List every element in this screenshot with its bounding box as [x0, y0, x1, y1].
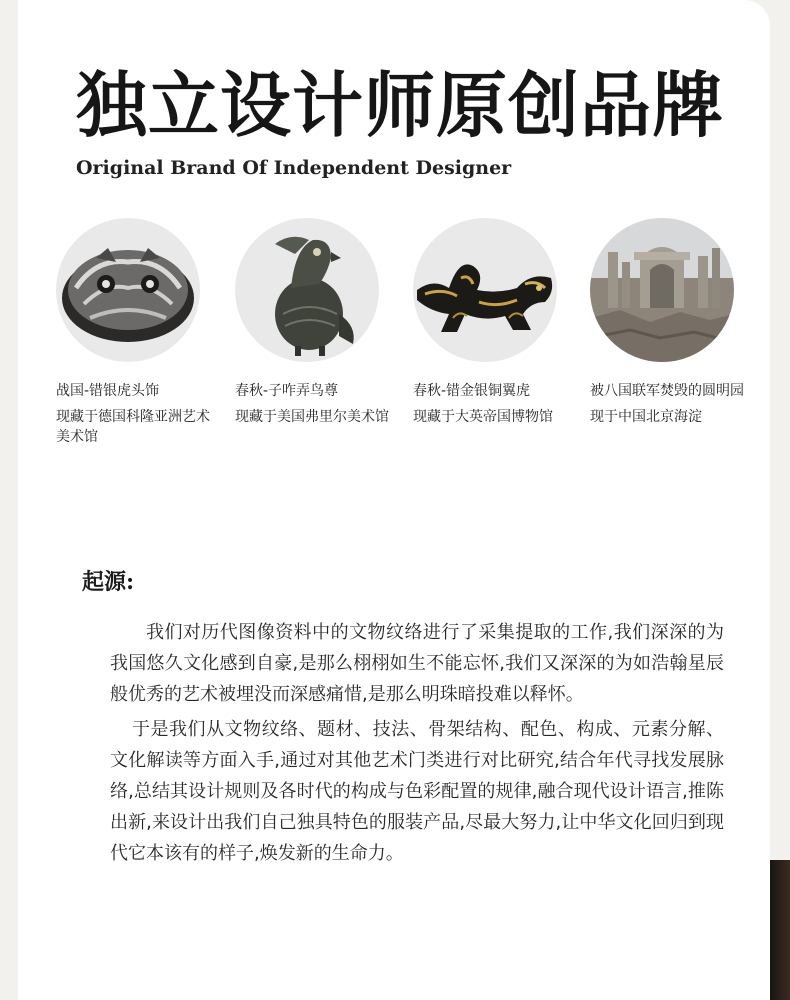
artifact-image-yuanmingyuan — [590, 218, 734, 362]
artifact-location: 现藏于美国弗里尔美术馆 — [235, 409, 389, 425]
origin-body — [110, 617, 724, 873]
yuanmingyuan-ruins-icon — [590, 218, 734, 362]
origin-paragraph-2: 于是我们从文物纹络、题材、技法、骨架结构、配色、构成、元素分解、文化解读等方面入手,通过对其他艺术门类进行对比研究,结合年代寻找发展脉络,总结其设计规则及各时代的构成与色彩配置的规律,融合现代设计语言,推陈出新,来设计出我们自己独具特色的服装产品,尽最大努力,让中华文化回归到现代它本该有的样子,焕发新的生命力。 — [110, 719, 724, 864]
artifact-card-winged-tiger — [413, 218, 583, 427]
artifact-name: 战国-错银虎头饰 — [56, 383, 160, 399]
artifact-name: 春秋-错金银铜翼虎 — [413, 383, 531, 399]
page-subtitle: Original Brand Of Independent Designer — [76, 157, 512, 179]
artifact-name: 被八国联军焚毁的圆明园 — [590, 383, 744, 399]
page-title: 独立设计师原创品牌 — [76, 63, 725, 147]
edge-decoration — [770, 860, 790, 1000]
tiger-head-ornament-icon — [56, 218, 200, 362]
artifact-location: 现于中国北京海淀 — [590, 409, 702, 425]
artifact-location: 现藏于德国科隆亚洲艺术美术馆 — [56, 409, 210, 445]
origin-paragraph-1: 我们对历代图像资料中的文物纹络进行了采集提取的工作,我们深深的为我国悠久文化感到自豪,是那么栩栩如生不能忘怀,我们又深深的为如浩翰星辰般优秀的艺术被埋没而深感痛惜,是那么明珠暗投难以释怀。 — [110, 622, 724, 705]
artifact-location: 现藏于大英帝国博物馆 — [413, 409, 553, 425]
artifact-image-bird-vessel — [235, 218, 379, 362]
artifact-image-tiger-head — [56, 218, 200, 362]
winged-tiger-icon — [413, 218, 557, 362]
content-card — [18, 0, 770, 1000]
bird-vessel-icon — [235, 218, 379, 362]
origin-heading: 起源: — [82, 569, 135, 595]
artifact-card-bird-vessel — [235, 218, 405, 427]
artifact-image-winged-tiger — [413, 218, 557, 362]
artifact-card-yuanmingyuan — [590, 218, 760, 427]
artifact-name: 春秋-子咋弄鸟尊 — [235, 383, 339, 399]
artifact-card-tiger-head — [56, 218, 226, 447]
